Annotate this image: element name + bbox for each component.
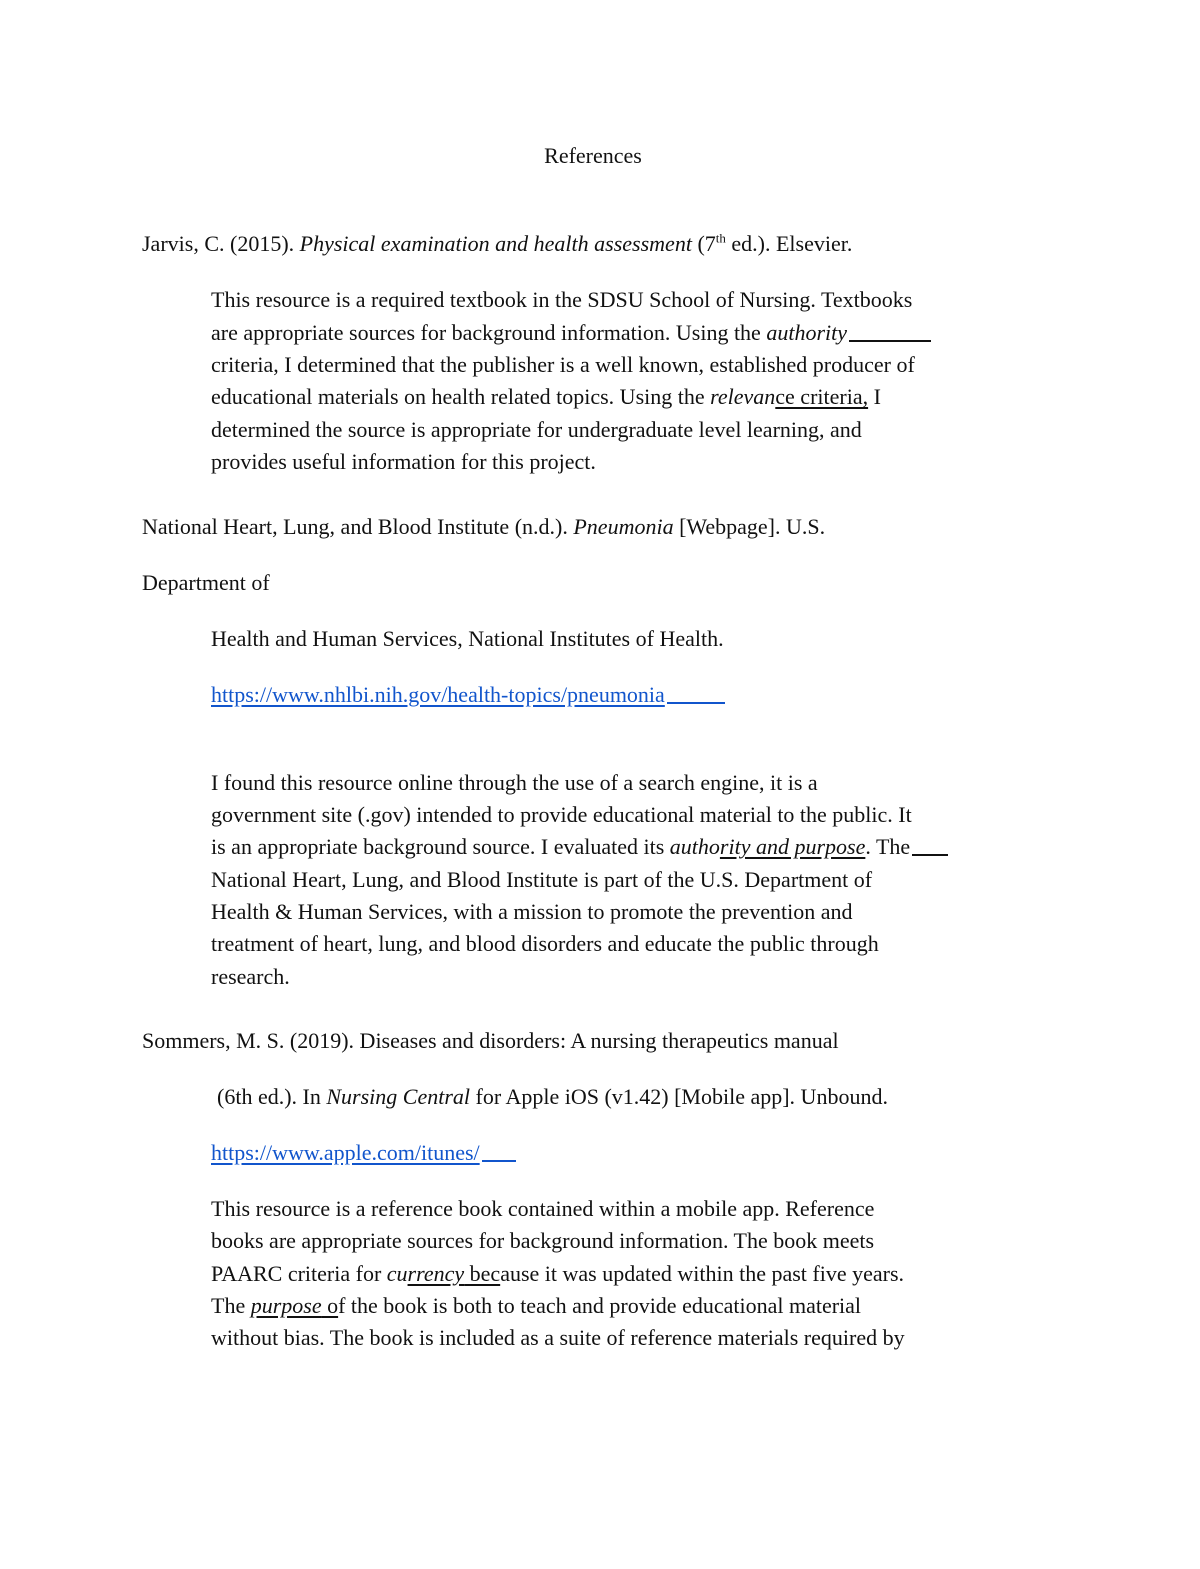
ref1-author-year: Jarvis, C. (2015). [142,231,300,256]
ref3-underlined-fragment: bec [464,1261,501,1286]
underline-blank [482,1160,516,1162]
ref1-citation [142,231,852,257]
ref3-citation-line-2 [217,1084,888,1110]
ref3-annotation-line-4 [211,1293,861,1319]
ref3-term-purpose: purpose [250,1293,322,1318]
page-title: References [544,143,642,168]
ref3-annotation-line-3-end: ause it was updated within the past five years. [500,1261,905,1286]
ref1-publisher: ed.). Elsevier. [725,231,853,256]
ref2-annotation-line-6: treatment of heart, lung, and blood disorders and educate the public through [211,931,879,956]
ref1-annotation-line-2 [211,320,931,346]
ref3-annotation-line-5: without bias. The book is included as a suite of reference materials required by [211,1325,905,1350]
underline-blank [667,702,725,704]
ref3-term-currency-underlined: rrency [407,1261,465,1286]
ref1-edition-sup: th [715,230,726,246]
ref1-term-relevance: relevan [710,384,776,409]
ref1-edition-open: (7 [691,231,716,256]
ref1-annotation-line-4-text: educational materials on health related topics. Using the [211,384,711,409]
ref1-annotation-line-4-end: I [868,384,881,409]
ref3-annotation-line-3 [211,1261,904,1287]
ref2-term-authority: autho [669,834,720,859]
underline-blank [912,854,948,856]
ref3-edition: (6th ed.). In [217,1084,327,1109]
ref3-term-currency: cu [386,1261,408,1286]
ref2-url-link[interactable]: https://www.nhlbi.nih.gov/health-topics/pneumonia [211,682,665,707]
ref1-annotation-line-4 [211,384,881,410]
ref3-annotation-line-4-end: f the book is both to teach and provide educational material [338,1293,862,1318]
ref3-annotation-line-1: This resource is a reference book contained within a mobile app. Reference [211,1196,875,1221]
ref2-title: Pneumonia [573,514,674,539]
ref1-annotation-line-3: criteria, I determined that the publisher is a well known, established producer of [211,352,915,377]
ref3-app-title: Nursing Central [326,1084,470,1109]
ref2-annotation-line-3-end: . The [865,834,911,859]
ref2-term-authority-underlined: rity and purpose [719,834,866,859]
ref2-annotation-line-3 [211,834,948,860]
ref1-title: Physical examination and health assessment [299,231,692,256]
ref3-platform: for Apple iOS (v1.42) [Mobile app]. Unbound. [470,1084,888,1109]
ref2-citation-line-3: Health and Human Services, National Institutes of Health. [211,626,724,651]
ref3-url-link[interactable]: https://www.apple.com/itunes/ [211,1140,480,1165]
ref2-url-line [211,682,725,708]
ref2-annotation-line-4: National Heart, Lung, and Blood Institute is part of the U.S. Department of [211,867,873,892]
ref2-annotation-line-5: Health & Human Services, with a mission to promote the prevention and [211,899,853,924]
ref3-underlined-fragment-2: o [321,1293,339,1318]
underline-blank [849,340,931,342]
ref2-annotation-line-7: research. [211,964,290,989]
ref1-annotation-line-6: provides useful information for this project. [211,449,596,474]
ref1-annotation-line-2-text: are appropriate sources for background information. Using the [211,320,767,345]
ref2-annotation-line-2: government site (.gov) intended to provide educational material to the public. It [211,802,912,827]
ref3-annotation-line-3-text: PAARC criteria for [211,1261,387,1286]
ref3-url-line [211,1140,516,1166]
ref2-citation-line-2: Department of [142,570,270,595]
ref3-annotation-line-2: books are appropriate sources for background information. The book meets [211,1228,875,1253]
ref2-annotation-line-3-text: is an appropriate background source. I evaluated its [211,834,670,859]
ref2-annotation-line-1: I found this resource online through the use of a search engine, it is a [211,770,818,795]
ref3-annotation-line-4-text: The [211,1293,251,1318]
ref3-citation-line-1: Sommers, M. S. (2019). Diseases and disorders: A nursing therapeutics manual [142,1028,839,1053]
ref2-citation-line-1 [142,514,825,540]
ref1-annotation-line-1: This resource is a required textbook in the SDSU School of Nursing. Textbooks [211,287,913,312]
ref1-term-authority: authority [766,320,847,345]
ref1-annotation-line-5: determined the source is appropriate for undergraduate level learning, and [211,417,862,442]
ref2-author: National Heart, Lung, and Blood Institute (n.d.). [142,514,574,539]
ref1-term-relevance-underlined: ce criteria, [775,384,869,409]
ref2-medium: [Webpage]. U.S. [673,514,826,539]
